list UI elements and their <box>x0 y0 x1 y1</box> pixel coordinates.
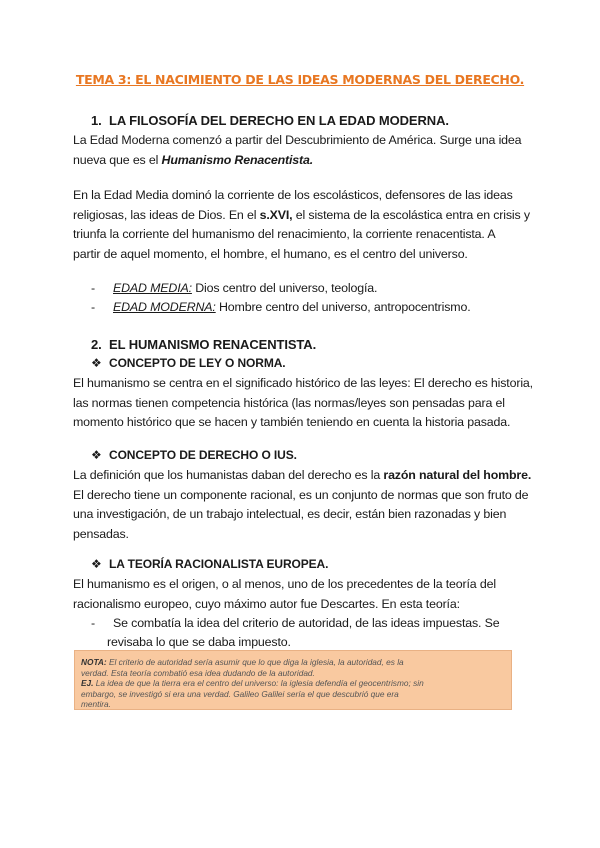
note-box <box>74 650 512 710</box>
note-line: EJ. La idea de que la tierra era el centro del universo: la iglesia defendía el geocentrismo; sin <box>81 678 424 689</box>
text-line: pensadas. <box>73 526 129 541</box>
text-line: nueva que es el Humanismo Renacentista. <box>73 152 314 167</box>
note-line: embargo, se investigó si era una verdad. Galileo Galilei sería el que descubrió que era <box>81 688 399 699</box>
subsection-ley-paragraph <box>73 374 533 433</box>
subsection-ley-heading: ❖ CONCEPTO DE LEY O NORMA. <box>91 356 286 370</box>
text-line: racionalismo europeo, cuyo máximo autor fue Descartes. En esta teoría: <box>73 596 460 611</box>
section-1-title: LA FILOSOFÍA DEL DERECHO EN LA EDAD MODERNA. <box>109 113 449 128</box>
century-emphasis: s.XVI, <box>259 207 293 222</box>
diamond-bullet-icon: ❖ <box>91 557 102 571</box>
note-label: NOTA: <box>81 657 107 667</box>
section-2-number: 2. <box>91 337 102 352</box>
text-line: La Edad Moderna comenzó a partir del Descubrimiento de América. Surge una idea <box>73 133 522 147</box>
note-line: mentira. <box>81 699 111 710</box>
note-line: verdad. Esta teoría combatió esa idea dudando de la autoridad. <box>81 667 315 678</box>
subsection-racionalista-heading: ❖ LA TEORÍA RACIONALISTA EUROPEA. <box>91 557 329 571</box>
dash-marker: - <box>91 281 95 295</box>
note-line: NOTA: El criterio de autoridad sería asumir que lo que diga la iglesia, la autoridad, es la <box>81 657 404 667</box>
section-1-paragraph-1 <box>73 131 521 170</box>
example-label: EJ. <box>81 678 94 689</box>
diamond-bullet-icon: ❖ <box>91 448 102 462</box>
section-2-title: EL HUMANISMO RENACENTISTA. <box>109 337 317 352</box>
document-title: TEMA 3: EL NACIMIENTO DE LAS IDEAS MODERNAS DEL DERECHO. <box>75 72 525 87</box>
list-item-label: EDAD MODERNA: <box>113 300 216 314</box>
text-line: El humanismo es el origen, o al menos, uno de los precedentes de la teoría del <box>73 577 496 591</box>
text-line: religiosas, las ideas de Dios. En el s.XVI, el sistema de la escolástica entra en crisis y <box>73 207 530 222</box>
list-item <box>91 281 377 295</box>
list-item-text: Dios centro del universo, teología. <box>191 281 378 295</box>
section-1-heading <box>91 113 449 128</box>
text-line: una investigación, de un trabajo intelectual, es decir, están bien razonadas y bien <box>73 507 507 521</box>
subsection-ius-heading: ❖ CONCEPTO DE DERECHO O IUS. <box>91 448 297 462</box>
section-2-heading <box>91 337 316 352</box>
razon-natural-emphasis: razón natural del hombre. <box>383 468 532 482</box>
subsection-racionalista-paragraph <box>73 575 496 614</box>
dash-marker: - <box>91 300 95 314</box>
list-item <box>91 300 471 314</box>
text-line: las normas tienen competencia histórica (las normas/leyes son pensadas para el <box>73 395 505 410</box>
text-line: La definición que los humanistas daban del derecho es la razón natural del hombre. <box>73 468 532 482</box>
section-1-paragraph-2 <box>73 186 530 264</box>
text-line: El derecho tiene un componente racional, es un conjunto de normas que son fruto de <box>73 487 529 502</box>
text-line: triunfa la corriente del humanismo del renacimiento, la corriente renacentista. A <box>73 227 496 241</box>
list-item-text: Hombre centro del universo, antropocentrismo. <box>215 300 471 314</box>
humanismo-emphasis: Humanismo Renacentista. <box>161 152 314 167</box>
text-line: El humanismo se centra en el significado histórico de las leyes: El derecho es historia, <box>73 376 533 390</box>
list-item-label: EDAD MEDIA: <box>113 281 192 295</box>
section-1-number: 1. <box>91 113 102 128</box>
dash-marker: - <box>91 616 95 630</box>
diamond-bullet-icon: ❖ <box>91 356 102 370</box>
subsection-ius-paragraph <box>73 466 531 544</box>
text-line: momento histórico que se hacen y también teniendo en cuenta la historia pasada. <box>73 415 511 429</box>
text-line: En la Edad Media dominó la corriente de los escolásticos, defensores de las ideas <box>73 188 513 202</box>
text-line: partir de aquel momento, el hombre, el humano, es el centro del universo. <box>73 246 468 261</box>
list-item: - Se combatía la idea del criterio de autoridad, de las ideas impuestas. Se revisaba lo que se daba impuesto. <box>91 616 500 649</box>
